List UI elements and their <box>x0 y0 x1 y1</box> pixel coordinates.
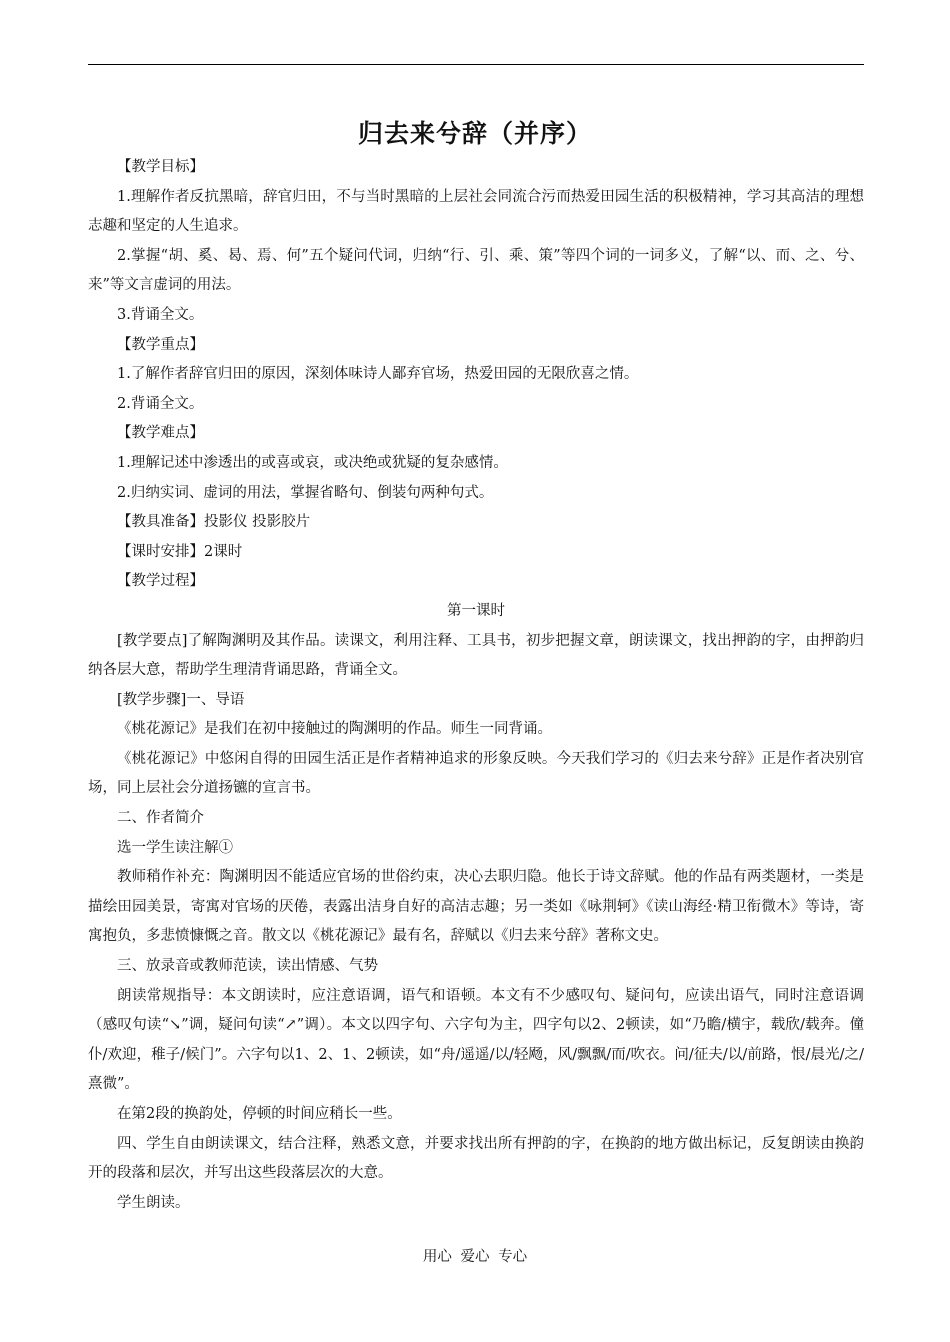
intro-paragraph-2: 《桃花源记》中悠闲自得的田园生活正是作者精神追求的形象反映。今天我们学习的《归去来兮辞》正是作者决别官场，同上层社会分道扬镳的宣言书。 <box>88 750 864 797</box>
objective-2: 2.掌握“胡、奚、曷、焉、何”五个疑问代词，归纳“行、引、乘、策”等四个词的一词多义，了解“以、而、之、兮、来”等文言虚词的用法。 <box>88 247 864 294</box>
teaching-aids: 【教具准备】投影仪 投影胶片 <box>117 514 311 531</box>
section-heading-objectives: 【教学目标】 <box>117 159 204 175</box>
objective-3: 3.背诵全文。 <box>117 306 204 323</box>
document-body <box>88 153 864 1218</box>
step-model-reading: 三、放录音或教师范读，读出情感、气势 <box>117 958 378 975</box>
section-heading-key-points: 【教学重点】 <box>117 336 204 353</box>
teacher-supplement: 教师稍作补充：陶渊明因不能适应官场的世俗约束，决心去职归隐。他长于诗文辞赋。他的作品有两类题材，一类是描绘田园美景，寄寓对官场的厌倦，表露出洁身自好的高洁志趣；另一类如《咏荆轲》《读山海经·精卫衔微木》等诗，寄寓抱负，多悲愤慷慨之音。散文以《桃花源记》最有名，辞赋以《归去来兮辞》著称文史。 <box>88 869 864 945</box>
document-title: 归去来兮辞（并序） <box>357 119 592 148</box>
reading-guidance: 朗读常规指导：本文朗读时，应注意语调，语气和语顿。本文有不少感叹句、疑问句，应读出语气，同时注意语调（感叹句读“↘”调，疑问句读“↗”调）。本文以四字句、六字句为主，四字句以2、2顿读，如“乃瞻/横宇，载欣/载奔。僮仆/欢迎，稚子/候门”。六字句以1、2、1、2顿读，如“舟/遥遥/以/轻飏，风/飘飘/而/吹衣。问/征夫/以/前路，恨/晨光/之/熹微”。 <box>88 987 864 1093</box>
section-heading-difficulties: 【教学难点】 <box>117 425 204 442</box>
student-reads-note: 选一学生读注解① <box>117 839 233 856</box>
key-point-2: 2.背诵全文。 <box>117 395 204 412</box>
intro-paragraph-1: 《桃花源记》是我们在初中接触过的陶渊明的作品。师生一同背诵。 <box>117 721 552 738</box>
difficulty-2: 2.归纳实词、虚词的用法，掌握省略句、倒装句两种句式。 <box>117 484 494 501</box>
step-author-intro: 二、作者简介 <box>117 810 204 827</box>
students-read: 学生朗读。 <box>117 1194 190 1211</box>
rhyme-pause-note: 在第2段的换韵处，停顿的时间应稍长一些。 <box>117 1106 402 1122</box>
page-footer: 用心 爱心 专心 <box>422 1249 528 1265</box>
section-heading-process: 【教学过程】 <box>117 573 204 590</box>
lesson-schedule: 【课时安排】2课时 <box>117 543 243 560</box>
key-point-1: 1.了解作者辞官归田的原因，深刻体味诗人鄙弃官场，热爱田园的无限欣喜之情。 <box>117 366 639 383</box>
teaching-key-points: [教学要点]了解陶渊明及其作品。读课文，利用注释、工具书，初步把握文章，朗读课文，找出押韵的字，由押韵归纳各层大意，帮助学生理清背诵思路，背诵全文。 <box>88 632 864 679</box>
step-free-reading: 四、学生自由朗读课文，结合注释，熟悉文意，并要求找出所有押韵的字，在换韵的地方做出标记，反复朗读由换韵开的段落和层次，并写出这些段落层次的大意。 <box>88 1135 864 1182</box>
header-rule <box>88 64 864 65</box>
objective-1: 1.理解作者反抗黑暗，辞官归田，不与当时黑暗的上层社会同流合污而热爱田园生活的积极精神，学习其高洁的理想志趣和坚定的人生追求。 <box>88 188 864 235</box>
difficulty-1: 1.理解记述中渗透出的或喜或哀，或决绝或犹疑的复杂感情。 <box>117 454 508 471</box>
lesson-one-heading: 第一课时 <box>447 602 505 619</box>
teaching-steps-intro: [教学步骤]一、导语 <box>117 691 245 708</box>
